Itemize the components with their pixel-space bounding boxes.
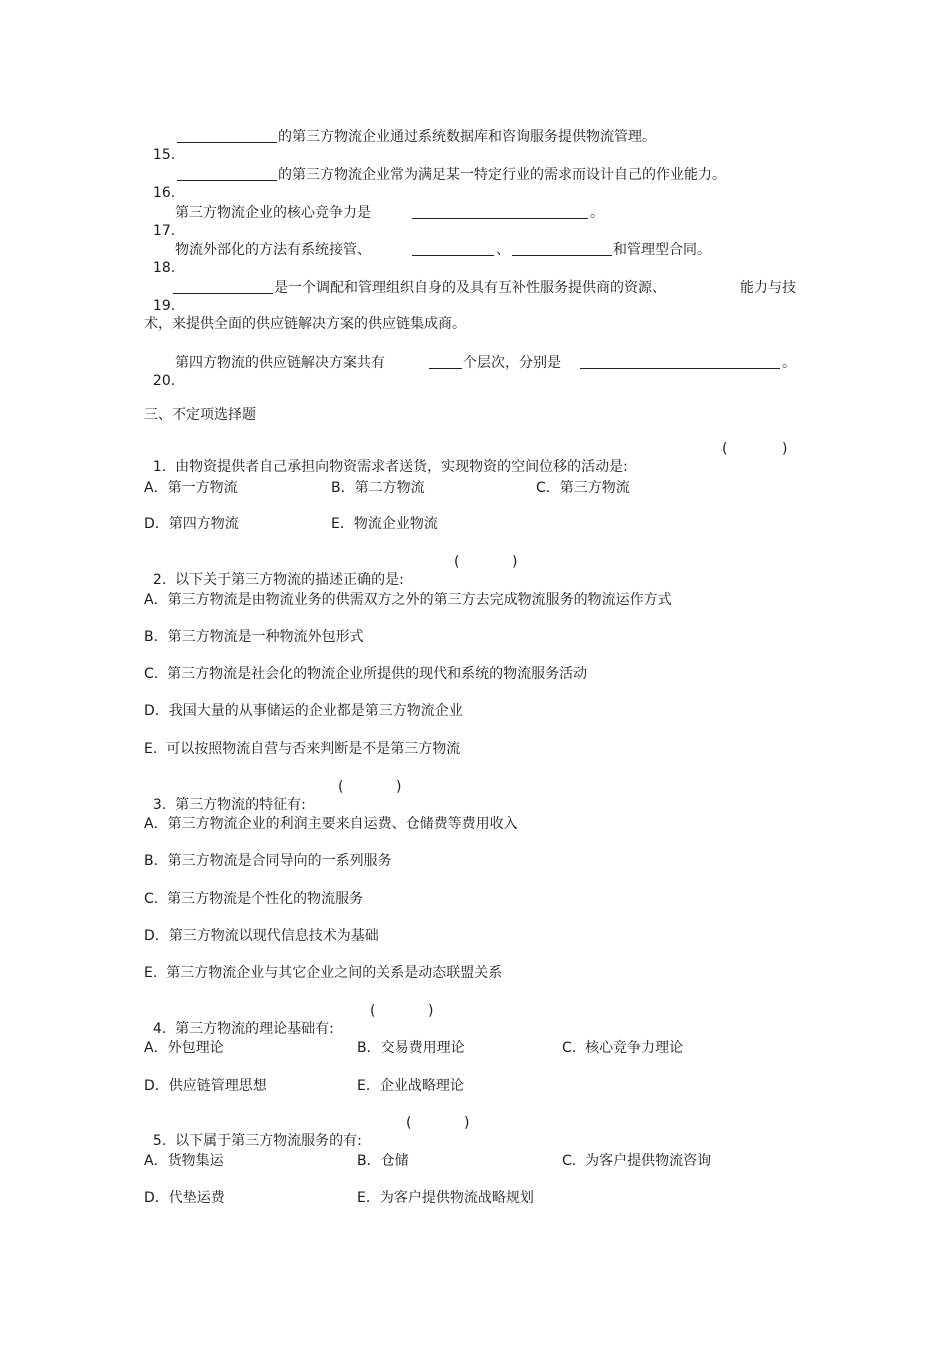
question-text: 第三方物流企业的核心竞争力是 [175, 205, 371, 221]
question-stem: 4. 第三方物流的理论基础有: [152, 1021, 334, 1037]
option: E. 可以按照物流自营与否来判断是不是第三方物流 [144, 741, 461, 757]
question-end: 和管理型合同。 [613, 242, 711, 258]
answer-paren-open: ( [406, 1115, 412, 1131]
option: B．第二方物流 [331, 480, 425, 496]
question-text: 的第三方物流企业常为满足某一特定行业的需求而设计自己的作业能力。 [278, 167, 726, 183]
answer-blank [412, 204, 588, 224]
question-number: 17. [152, 223, 176, 239]
option: C. 第三方物流是社会化的物流企业所提供的现代和系统的物流服务活动 [144, 666, 588, 682]
answer-blank [177, 128, 277, 148]
answer-blank [173, 279, 273, 299]
option: C. 第三方物流是个性化的物流服务 [144, 891, 364, 907]
question-stem: 5. 以下属于第三方物流服务的有: [152, 1133, 362, 1149]
answer-paren-close: ) [782, 441, 788, 457]
option: A．第一方物流 [144, 480, 238, 496]
option: C. 核心竞争力理论 [562, 1040, 684, 1056]
option: D．第三方物流以现代信息技术为基础 [144, 928, 379, 944]
option: C．第三方物流 [536, 480, 630, 496]
option: E．物流企业物流 [331, 516, 438, 532]
question-19-line-2: 术，来提供全面的供应链解决方案的供应链集成商。 [144, 316, 466, 332]
answer-paren-open: ( [338, 779, 344, 795]
answer-blank [429, 354, 462, 374]
question-number: 16. [152, 185, 176, 201]
question-stem: 1. 由物资提供者自己承担向物资需求者送货，实现物资的空间位移的活动是: [152, 459, 628, 475]
answer-paren-open: ( [722, 441, 728, 457]
answer-blank [177, 166, 277, 186]
choice-question-1 [144, 440, 788, 512]
option: B．第三方物流是一种物流外包形式 [144, 629, 364, 645]
option: B．仓储 [357, 1153, 409, 1169]
question-text-continued: 能力与技 [740, 280, 796, 296]
answer-blank [412, 241, 494, 261]
question-number: 18. [152, 260, 176, 276]
option: C. 为客户提供物流咨询 [562, 1153, 712, 1169]
answer-paren-open: ( [370, 1003, 376, 1019]
answer-paren-close: ) [396, 779, 402, 795]
option: D．第四方物流 [144, 516, 239, 532]
answer-blank [580, 354, 780, 374]
question-stem: 3. 第三方物流的特征有: [152, 797, 306, 813]
answer-paren-close: ) [464, 1115, 470, 1131]
question-end: 。 [590, 205, 604, 221]
option: A．外包理论 [144, 1040, 224, 1056]
question-number: 20. [152, 373, 176, 389]
question-end: 。 [782, 355, 796, 371]
option: E. 第三方物流企业与其它企业之间的关系是动态联盟关系 [144, 965, 503, 981]
option: A．第三方物流是由物流业务的供需双方之外的第三方去完成物流服务的物流运作方式 [144, 592, 672, 608]
question-number: 19. [152, 298, 176, 314]
question-separator: 、 [496, 242, 510, 258]
question-number: 15. [152, 147, 176, 163]
option: B．第三方物流是合同导向的一系列服务 [144, 853, 392, 869]
option: D．供应链管理思想 [144, 1078, 267, 1094]
option: D．我国大量的从事储运的企业都是第三方物流企业 [144, 703, 463, 719]
option: A．货物集运 [144, 1153, 224, 1169]
option: D．代垫运费 [144, 1190, 225, 1206]
question-text: 是一个调配和管理组织自身的及具有互补性服务提供商的资源、 [274, 280, 666, 296]
answer-blank [512, 241, 612, 261]
option: E．企业战略理论 [357, 1078, 464, 1094]
answer-paren-close: ) [512, 554, 518, 570]
question-text: 物流外部化的方法有系统接管、 [175, 242, 371, 258]
question-text-mid: 个层次，分别是 [463, 355, 561, 371]
section-title: 三、不定项选择题 [144, 407, 256, 423]
answer-paren-close: ) [428, 1003, 434, 1019]
option: E．为客户提供物流战略规划 [357, 1190, 534, 1206]
question-stem: 2. 以下关于第三方物流的描述正确的是: [152, 572, 404, 588]
option: B．交易费用理论 [357, 1040, 465, 1056]
question-text: 的第三方物流企业通过系统数据库和咨询服务提供物流管理。 [278, 129, 656, 145]
answer-paren-open: ( [454, 554, 460, 570]
option: A．第三方物流企业的利润主要来自运费、仓储费等费用收入 [144, 816, 518, 832]
question-text: 第四方物流的供应链解决方案共有 [175, 355, 385, 371]
